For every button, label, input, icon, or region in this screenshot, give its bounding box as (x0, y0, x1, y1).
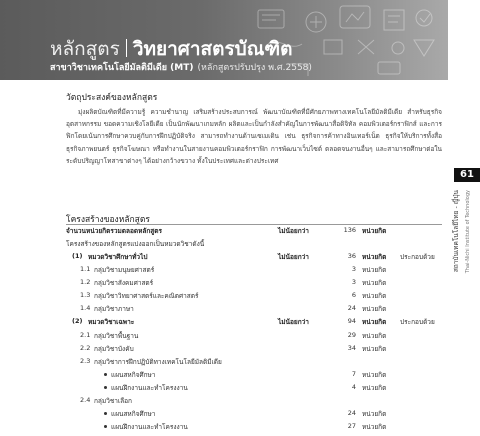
table-row (66, 291, 442, 303)
bullet-icon (104, 412, 107, 415)
table-row (66, 396, 442, 408)
row-credits: 136 (343, 226, 356, 234)
row-unit: หน่วยกิต (362, 292, 387, 300)
row-number: (2) (72, 317, 83, 325)
row-label: จำนวนหน่วยกิตรวมตลอดหลักสูตร (66, 227, 162, 235)
row-unit: หน่วยกิต (362, 305, 387, 313)
program-prefix: หลักสูตร (50, 38, 120, 60)
table-row (66, 331, 442, 343)
row-credits: 24 (347, 409, 356, 417)
row-unit: หน่วยกิต (362, 384, 387, 392)
row-unit: หน่วยกิต (362, 345, 387, 353)
major-name: สาขาวิชาเทคโนโลยีมัลติมีเดีย (MT) (50, 63, 194, 73)
side-institute-label (449, 190, 479, 300)
row-unit: หน่วยกิต (362, 266, 387, 274)
row-label: กลุ่มวิชาพื้นฐาน (94, 332, 139, 340)
row-unit: หน่วยกิต (362, 332, 387, 340)
row-unit: หน่วยกิต (362, 410, 387, 418)
header-banner (0, 0, 448, 80)
bullet-icon (104, 373, 107, 376)
row-number: (1) (72, 252, 83, 260)
row-label-cell (104, 370, 155, 380)
row-label: กลุ่มวิชาวิทยาศาสตร์และคณิตศาสตร์ (94, 292, 199, 300)
row-credits: 3 (351, 278, 356, 286)
table-row (66, 422, 442, 434)
row-label-cell (104, 383, 188, 393)
row-label: โครงสร้างของหลักสูตรแบ่งออกเป็นหมวดวิชาดังนี้ (66, 240, 205, 248)
row-unit: หน่วยกิต (362, 227, 387, 235)
row-credits: 6 (351, 291, 356, 299)
row-credits: 34 (347, 344, 356, 352)
row-label-cell (104, 422, 188, 432)
row-qualifier: ไม่น้อยกว่า (278, 253, 309, 261)
table-row (66, 344, 442, 356)
table-row (66, 357, 442, 369)
row-credits: 94 (347, 317, 356, 325)
row-label-cell (94, 278, 153, 288)
row-unit: หน่วยกิต (362, 371, 387, 379)
row-number: 1.2 (80, 278, 91, 286)
row-label: กลุ่มวิชามนุษยศาสตร์ (94, 266, 155, 274)
table-row (66, 317, 442, 329)
row-credits: 27 (347, 422, 356, 430)
row-number: 1.1 (80, 265, 91, 273)
institute-name-english: Thai-Nichi Institute of Technology (465, 190, 471, 274)
row-unit: หน่วยกิต (362, 318, 387, 326)
row-credits: 7 (351, 370, 356, 378)
bullet-icon (104, 425, 107, 428)
row-credits: 4 (351, 383, 356, 391)
table-row (66, 383, 442, 395)
row-qualifier: ไม่น้อยกว่า (278, 318, 309, 326)
row-label-cell (88, 252, 147, 262)
row-label-cell (104, 409, 155, 419)
row-label: กลุ่มวิชาสังคมศาสตร์ (94, 279, 154, 287)
row-label-cell (94, 304, 134, 314)
row-unit: หน่วยกิต (362, 423, 387, 431)
bullet-icon (104, 386, 107, 389)
row-label: กลุ่มวิชาการฝึกปฏิบัติทางเทคโนโลยีมัลติมีเดีย (94, 358, 222, 366)
row-label: หมวดวิชาเฉพาะ (88, 318, 135, 326)
row-number: 1.3 (80, 291, 91, 299)
objectives-text (66, 106, 442, 167)
table-row (66, 409, 442, 421)
row-label: แผนสหกิจศึกษา (111, 410, 156, 418)
row-unit: หน่วยกิต (362, 279, 387, 287)
row-number: 1.4 (80, 304, 91, 312)
program-name: วิทยาศาสตรบัณฑิต (132, 38, 293, 60)
row-number: 2.4 (80, 396, 91, 404)
row-credits: 3 (351, 265, 356, 273)
table-row (66, 265, 442, 277)
program-subtitle (50, 60, 312, 74)
row-label-cell (66, 239, 204, 249)
row-label: แผนฝึกงานและทำโครงงาน (111, 423, 188, 431)
row-label: กลุ่มวิชาภาษา (94, 305, 134, 313)
major-note: (หลักสูตรปรับปรุง พ.ศ.2558) (197, 63, 312, 73)
row-credits: 29 (347, 331, 356, 339)
objectives-heading: วัตถุประสงค์ของหลักสูตร (66, 93, 158, 103)
row-label: แผนสหกิจศึกษา (111, 371, 156, 379)
row-label: แผนฝึกงานและทำโครงงาน (111, 384, 188, 392)
table-row (66, 226, 442, 238)
row-credits: 24 (347, 304, 356, 312)
row-label: กลุ่มวิชาบังคับ (94, 345, 134, 353)
page-number: 61 (454, 168, 480, 182)
row-label-cell (94, 265, 154, 275)
row-label-cell (94, 291, 198, 301)
table-row (66, 304, 442, 316)
row-label: กลุ่มวิชาเลือก (94, 397, 132, 405)
row-label-cell (66, 226, 162, 236)
structure-top-rule (66, 224, 442, 225)
title-divider (126, 39, 127, 57)
row-label-cell (94, 357, 222, 367)
row-qualifier: ไม่น้อยกว่า (278, 227, 309, 235)
table-row (66, 278, 442, 290)
row-label-cell (94, 331, 138, 341)
table-row (66, 252, 442, 264)
row-credits: 36 (347, 252, 356, 260)
row-number: 2.1 (80, 331, 91, 339)
row-label-cell (94, 396, 132, 406)
row-number: 2.2 (80, 344, 91, 352)
table-row (66, 239, 442, 251)
row-unit: หน่วยกิต (362, 253, 387, 261)
structure-heading: โครงสร้างของหลักสูตร (66, 215, 150, 225)
row-label-cell (88, 317, 134, 327)
row-number: 2.3 (80, 357, 91, 365)
table-row (66, 370, 442, 382)
row-label-cell (94, 344, 134, 354)
institute-name-thai: สถาบันเทคโนโลยีไทย - ญี่ปุ่น (452, 190, 460, 273)
row-label: หมวดวิชาศึกษาทั่วไป (88, 253, 148, 261)
row-suffix: ประกอบด้วย (400, 253, 435, 261)
objectives-paragraph: มุ่งผลิตบัณฑิตที่มีความรู้ ความชำนาญ เสริมสร้างประสบการณ์ พัฒนาบัณฑิตที่มีศักยภาพทางเทคโนโลยีมัลติมีเดีย สำหรับธุรกิจอุตสาหกรรม ขอดความเชิงโลยีเดีย เป็นนักพัฒนาเกมหลัก ผลิตและเป็นกำลังสำคัญในการพัฒนาสื่อดิจิทัล คอมพิวเตอร์กราฟิกส์ และการฟิกโดยเน้นการศึกษาควบคู่กับการฝึกปฏิบัติจริง สามารถทำงานด้านเซเมเดิน เช่น ธุรกิจการค้าทางอินเทอร์เน็ต ธุรกิจให้บริการทั้งสื่อ ธุรกิจภาพยนตร์ ธุรกิจโฆษณา หรือทำงานในสายงานคอมพิวเตอร์กราฟิก การพัฒนาเว็บไซต์ ตลอดจนงานอื่นๆ และสามารถศึกษาต่อในระดับปริญญาโทสาขาต่างๆ ได้อย่างกว้างขวาง ทั้งในประเทศและต่างประเทศ (66, 108, 442, 165)
row-suffix: ประกอบด้วย (400, 318, 435, 326)
